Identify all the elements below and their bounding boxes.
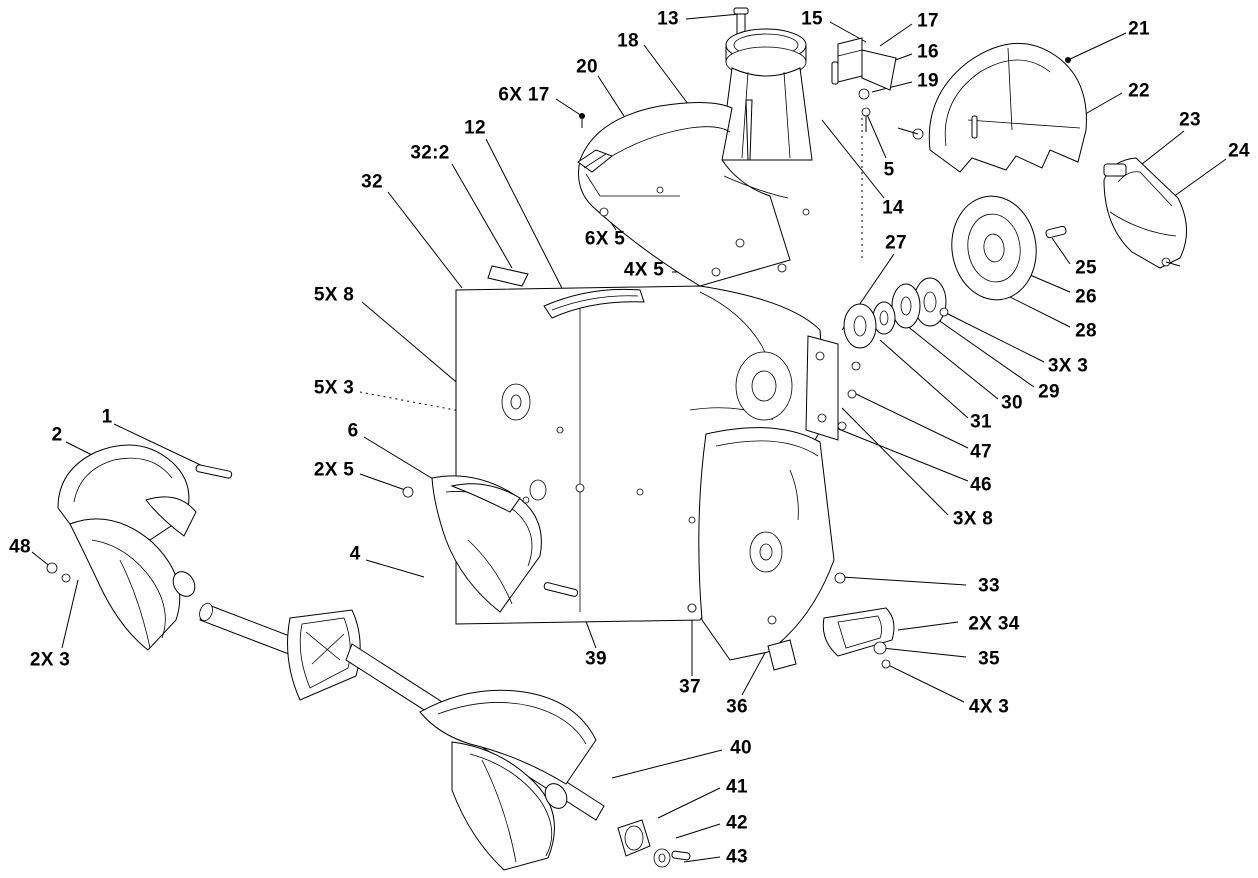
callout-35: 35 xyxy=(978,648,1000,670)
callout-26: 26 xyxy=(1075,286,1097,308)
callout-22: 22 xyxy=(1128,80,1150,102)
callout-40: 40 xyxy=(730,737,752,759)
callout-46: 46 xyxy=(970,474,992,496)
callout-29: 29 xyxy=(1038,381,1060,403)
callout-16: 16 xyxy=(917,41,939,63)
callout-41: 41 xyxy=(726,776,748,798)
scraper-and-shoe xyxy=(823,573,894,668)
callout-25: 25 xyxy=(1075,257,1097,279)
callout-15: 15 xyxy=(801,8,823,30)
callout-6: 6 xyxy=(347,420,359,442)
callout-2x3: 2X 3 xyxy=(29,649,71,671)
callout-18: 18 xyxy=(617,30,639,52)
callout-6x17: 6X 17 xyxy=(498,84,550,106)
callout-28: 28 xyxy=(1075,320,1097,342)
callout-5x8: 5X 8 xyxy=(313,284,355,306)
callout-13: 13 xyxy=(657,8,679,30)
callout-5x3: 5X 3 xyxy=(313,377,355,399)
callout-42: 42 xyxy=(726,812,748,834)
callout-2: 2 xyxy=(51,424,63,446)
callout-43: 43 xyxy=(726,846,748,868)
pulley-stack xyxy=(838,191,1067,433)
callout-36: 36 xyxy=(726,696,748,718)
callout-17: 17 xyxy=(917,10,939,32)
callout-32: 32 xyxy=(361,171,383,193)
callout-2x34: 2X 34 xyxy=(968,613,1020,635)
callout-39: 39 xyxy=(585,648,607,670)
callout-47: 47 xyxy=(970,441,992,463)
callout-6x5: 6X 5 xyxy=(584,228,626,250)
callout-3x3: 3X 3 xyxy=(1047,355,1089,377)
callout-33: 33 xyxy=(978,575,1000,597)
callout-4x5: 4X 5 xyxy=(623,259,665,281)
callout-1: 1 xyxy=(101,406,113,428)
callout-30: 30 xyxy=(1001,392,1023,414)
callout-14: 14 xyxy=(882,197,904,219)
callout-19: 19 xyxy=(917,70,939,92)
callout-37: 37 xyxy=(679,676,701,698)
callout-2x5: 2X 5 xyxy=(313,459,355,481)
callout-32-2: 32:2 xyxy=(410,142,450,164)
main-housing xyxy=(456,266,838,670)
callout-12: 12 xyxy=(464,117,486,139)
callout-24: 24 xyxy=(1228,140,1250,162)
callout-48: 48 xyxy=(9,536,31,558)
callout-31: 31 xyxy=(970,411,992,433)
callout-4: 4 xyxy=(349,543,361,565)
callout-27: 27 xyxy=(885,232,907,254)
callout-20: 20 xyxy=(576,56,598,78)
callout-23: 23 xyxy=(1179,109,1201,131)
callout-5-top: 5 xyxy=(883,159,895,181)
callout-3x8: 3X 8 xyxy=(952,508,994,530)
callout-21: 21 xyxy=(1128,18,1150,40)
callout-4x3: 4X 3 xyxy=(968,696,1010,718)
